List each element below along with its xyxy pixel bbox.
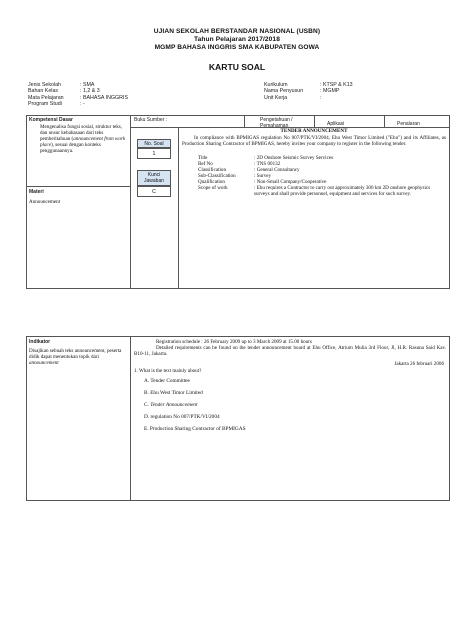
info-value: : KTSP & K13 bbox=[320, 82, 353, 88]
option-e bbox=[144, 426, 246, 432]
option-c bbox=[144, 402, 197, 408]
divider bbox=[314, 115, 315, 127]
pengetahuan-label: Pengetahuan / Pemahaman bbox=[260, 117, 293, 129]
info-label: Nama Penyusun bbox=[264, 88, 304, 95]
buku-sumber: Buku Sumber : bbox=[134, 117, 168, 123]
no-soal-label: No. Soal bbox=[137, 139, 171, 148]
indikator-label: Indikator bbox=[29, 339, 51, 345]
divider bbox=[130, 115, 131, 289]
info-value: : - bbox=[80, 100, 85, 107]
tender-intro: In compliance with BPMIGAS regulation No 007/PTK/VI/2004, Ehu West Timor Limited ("Ehu") and its Affiliates, as Production Sharing Contractor of BPMIGAS, hereby invites your company to register in the following tender. bbox=[182, 135, 446, 147]
divider bbox=[130, 336, 131, 501]
header-line-3: MGMP BAHASA INGGRIS SMA KABUPATEN GOWA bbox=[154, 44, 320, 51]
option-a bbox=[144, 378, 190, 384]
materi-label: Materi bbox=[29, 189, 44, 195]
no-soal-value: 1 bbox=[137, 148, 171, 159]
divider bbox=[384, 115, 385, 127]
tender-value: : Non-Small Company/Cooperative bbox=[254, 179, 327, 185]
tender-key: Title bbox=[198, 155, 208, 161]
tender-title: TENDER ANNOUNCEMENT bbox=[280, 128, 348, 134]
info-value: : SMA bbox=[80, 82, 95, 88]
info-value: : BAHASA INGGRIS bbox=[80, 94, 128, 101]
tender-key: Scope of work bbox=[198, 185, 228, 191]
page-title: KARTU SOAL bbox=[208, 62, 266, 72]
info-value: : bbox=[320, 94, 322, 101]
info-label: Bahan Kelas bbox=[28, 88, 59, 95]
tender-value: : General Consultancy bbox=[254, 167, 300, 173]
tender-key: Classification bbox=[198, 167, 227, 173]
indikator-text-1: Disajikan sebuah teks announcement, peserta didik dapat menentukan topik dari bbox=[29, 348, 122, 360]
kompetensi-text-1: Mengenalisa fungsi sosial, struktur teks, dan unsur kebahasaan dari teks pemberitahuan ( bbox=[40, 124, 123, 142]
option-letter: E. bbox=[144, 426, 149, 432]
option-b bbox=[144, 390, 203, 396]
penalaran-label: Penalaran bbox=[397, 121, 420, 127]
indikator-italic: announcement bbox=[29, 360, 59, 366]
option-text: regulation No 007/PTK/VI/2004 bbox=[150, 414, 220, 420]
tender-details bbox=[198, 155, 446, 197]
aplikasi-label: Aplikasi bbox=[327, 121, 345, 127]
tender-key: Qualification bbox=[198, 179, 225, 185]
divider bbox=[178, 127, 179, 289]
kunci-jawaban-label: Kunci Jawaban bbox=[137, 170, 171, 186]
option-text: Production Sharing Contractor of BPMIGAS bbox=[149, 426, 246, 432]
option-d bbox=[144, 414, 220, 420]
option-letter: D. bbox=[144, 414, 150, 420]
info-label: Program Studi bbox=[28, 100, 62, 107]
option-letter: C. bbox=[144, 402, 149, 408]
header-line-1: UJIAN SEKOLAH BERSTANDAR NASIONAL (USBN) bbox=[153, 28, 321, 35]
divider bbox=[26, 186, 130, 187]
option-text: Tender Announcement bbox=[150, 402, 198, 408]
kompetensi-text bbox=[40, 124, 128, 154]
kompetensi-label: Kompetensi Dasar bbox=[29, 117, 73, 123]
announcement-date: Jakarta 26 februari 2006 bbox=[394, 361, 444, 367]
info-left bbox=[28, 82, 128, 107]
header-line-2: Tahun Pelajaran 2017/2018 bbox=[194, 36, 280, 43]
detailed-requirements: Detailed requirements can be found on the tender announcement board at Ehu Office, Atrium Mulia 3rd Floor, Jl, H.R. Rasuna Said Kav. B10-11, Jakarta. bbox=[134, 345, 446, 357]
indikator-text bbox=[29, 348, 127, 366]
divider bbox=[244, 115, 245, 127]
tender-value: : 2D Onshore Seismic Survey Services bbox=[254, 155, 334, 161]
option-letter: A. bbox=[144, 378, 150, 384]
info-value: : 1,2 & 3 bbox=[80, 88, 100, 95]
info-value: : MGMP bbox=[320, 88, 340, 95]
tender-value: : TNS 00132 bbox=[254, 161, 281, 167]
tender-value: : Survey bbox=[254, 173, 272, 179]
kunci-jawaban-value: C bbox=[137, 186, 171, 197]
info-label: Jenis Sekolah bbox=[28, 82, 61, 88]
info-row bbox=[28, 101, 128, 107]
option-text: Ehu West Timor Limited bbox=[150, 390, 203, 396]
option-letter: B. bbox=[144, 390, 149, 396]
info-label: Mata Pelajaran bbox=[28, 94, 64, 101]
info-label: Kurikulum bbox=[264, 82, 288, 88]
kompetensi-italic: announcement from work place bbox=[40, 136, 126, 148]
registration-schedule: Registration schedule : 26 February 2009 up to 3 March 2009 at 15.00 hours bbox=[156, 339, 312, 345]
tender-key: Sub-Classification bbox=[198, 173, 236, 179]
info-row bbox=[264, 95, 353, 101]
tender-value: : Ehu requires a Contractor to carry out approximately 300 km 2D onshore geophysics surveys and shall provide personnel, equipment and services for such survey. bbox=[254, 185, 431, 197]
info-label: Unit Kerja bbox=[264, 94, 288, 101]
option-text: Tender Committee bbox=[150, 378, 190, 384]
tender-row bbox=[198, 185, 446, 197]
info-right bbox=[264, 82, 353, 101]
tender-key: Ref No bbox=[198, 161, 213, 167]
question-text: 1. What is the text mainly about? bbox=[134, 368, 202, 374]
materi-value: Announcement bbox=[29, 199, 61, 205]
kompetensi-text-2: ), sesuai dengan konteks penggunaannya. bbox=[40, 142, 101, 154]
